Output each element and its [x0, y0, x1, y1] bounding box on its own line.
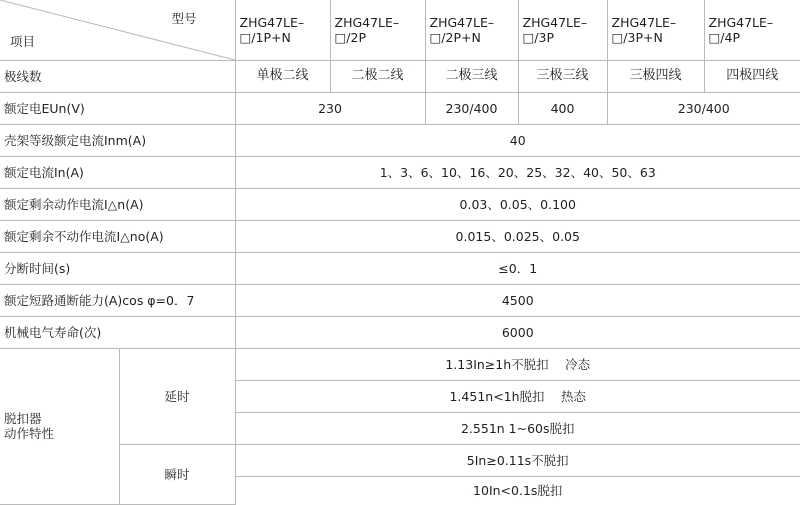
mechanical-life-value: 6000 [235, 316, 800, 348]
frame-current-row [0, 124, 800, 156]
short-circuit-label: 额定短路通断能力(A)cos φ=0．7 [0, 284, 235, 316]
poles-value: 三极四线 [607, 60, 704, 92]
model-header-4p [704, 0, 800, 60]
trip-condition: 1.13In≥1h不脱扣 冷态 [235, 348, 800, 380]
model-name: ZHG47LE– [522, 14, 588, 30]
break-time-label: 分断时间(s) [0, 252, 235, 284]
item-header-label: 项目 [10, 33, 36, 49]
diagonal-divider [0, 0, 235, 60]
voltage-value: 400 [518, 92, 607, 124]
voltage-row [0, 92, 800, 124]
residual-operating-row [0, 188, 800, 220]
delay-label: 延时 [119, 348, 235, 444]
voltage-label: 额定电EUn(V) [0, 92, 235, 124]
residual-non-operating-label: 额定剩余不动作电流I△no(A) [0, 220, 235, 252]
trip-row [0, 348, 800, 380]
break-time-value: ≤0．1 [235, 252, 800, 284]
voltage-value: 230/400 [425, 92, 518, 124]
poles-value: 三极三线 [518, 60, 607, 92]
header-row [0, 0, 800, 60]
residual-non-operating-value: 0.015、0.025、0.05 [235, 220, 800, 252]
break-time-row [0, 252, 800, 284]
model-header-label: 型号 [171, 11, 197, 26]
trip-condition: 10In<0.1s脱扣 [235, 476, 800, 504]
model-poles: □/2P [334, 29, 367, 45]
mechanical-life-row [0, 316, 800, 348]
model-header-3p [518, 0, 607, 60]
frame-current-value: 40 [235, 124, 800, 156]
trip-condition: 1.451n<1h脱扣 热态 [235, 380, 800, 412]
model-poles: □/2P+N [429, 29, 481, 45]
poles-value: 单极二线 [235, 60, 330, 92]
poles-value: 四极四线 [704, 60, 800, 92]
rated-current-value: 1、3、6、10、16、20、25、32、40、50、63 [235, 156, 800, 188]
rated-current-label: 额定电流In(A) [0, 156, 235, 188]
rated-current-row [0, 156, 800, 188]
poles-row [0, 60, 800, 92]
trip-row [0, 444, 800, 476]
model-header-1p-n [235, 0, 330, 60]
trip-condition: 2.551n 1~60s脱扣 [235, 412, 800, 444]
short-circuit-value: 4500 [235, 284, 800, 316]
short-circuit-row [0, 284, 800, 316]
instant-label: 瞬时 [119, 444, 235, 504]
residual-operating-value: 0.03、0.05、0.100 [235, 188, 800, 220]
header-corner-cell [0, 0, 235, 60]
voltage-value: 230 [235, 92, 425, 124]
trip-condition: 5In≥0.11s不脱扣 [235, 444, 800, 476]
voltage-value: 230/400 [607, 92, 800, 124]
model-name: ZHG47LE– [334, 14, 400, 30]
model-header-3p-n [607, 0, 704, 60]
model-name: ZHG47LE– [429, 14, 495, 30]
residual-non-operating-row [0, 220, 800, 252]
model-name: ZHG47LE– [239, 14, 305, 30]
poles-label: 极线数 [0, 60, 235, 92]
model-poles: □/3P+N [611, 29, 663, 45]
trip-characteristics-label [0, 348, 119, 504]
residual-operating-label: 额定剩余动作电流I△n(A) [0, 188, 235, 220]
trip-label-text: 脱扣器 动作特性 [4, 411, 55, 441]
poles-value: 二极二线 [330, 60, 425, 92]
model-name: ZHG47LE– [708, 14, 774, 30]
model-poles: □/1P+N [239, 29, 291, 45]
frame-current-label: 壳架等级额定电流Inm(A) [0, 124, 235, 156]
poles-value: 二极三线 [425, 60, 518, 92]
mechanical-life-label: 机械电气寿命(次) [0, 316, 235, 348]
model-poles: □/4P [708, 29, 741, 45]
model-header-2p-n [425, 0, 518, 60]
model-poles: □/3P [522, 29, 555, 45]
model-header-2p [330, 0, 425, 60]
model-name: ZHG47LE– [611, 14, 677, 30]
